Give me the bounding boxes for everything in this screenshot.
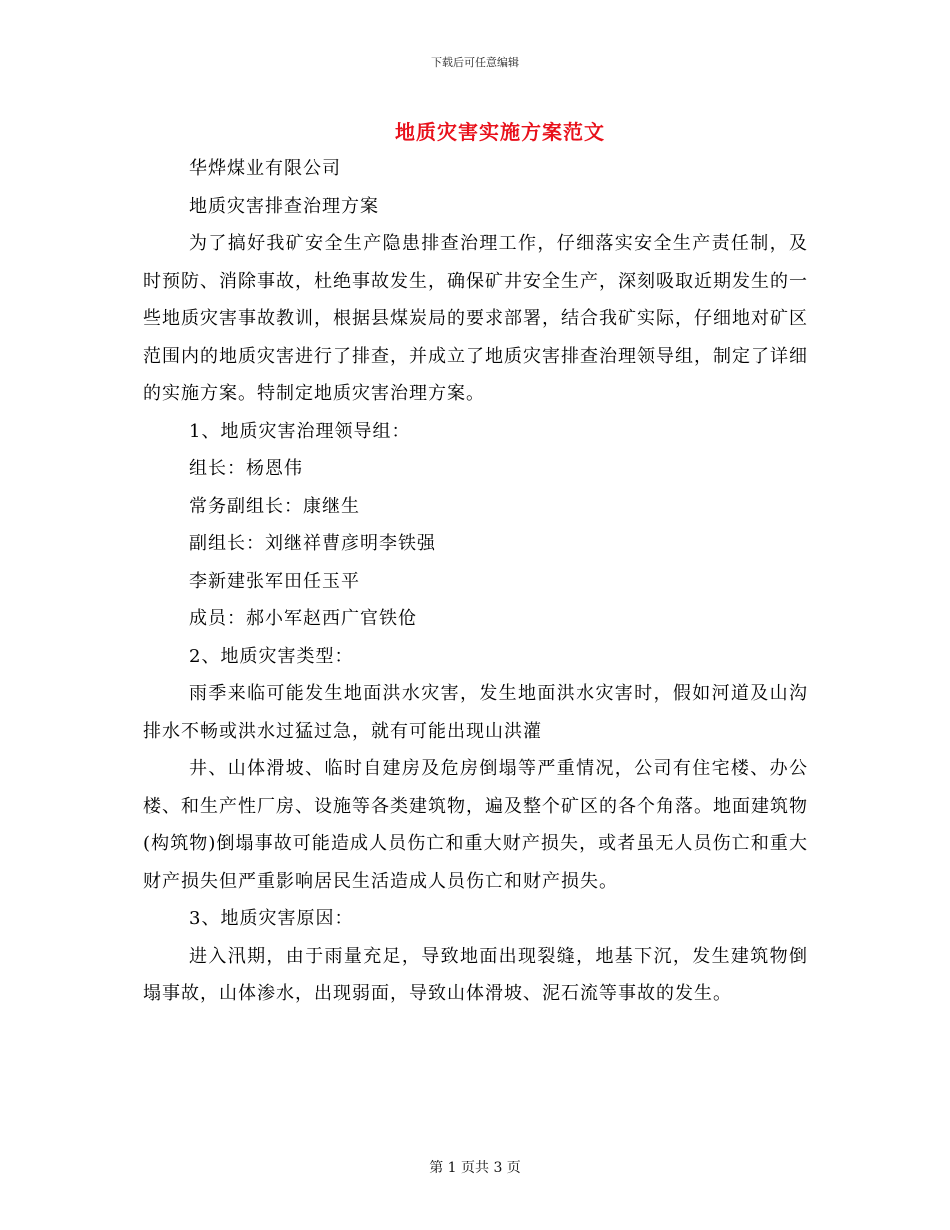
executive-deputy-line: 常务副组长：康继生 bbox=[189, 495, 360, 517]
header-note: 下载后可任意编辑 bbox=[431, 56, 519, 69]
section-heading-1: 1、地质灾害治理领导组： bbox=[189, 420, 411, 442]
company-name: 华烨煤业有限公司 bbox=[189, 158, 341, 179]
deputy-line: 副组长：刘继祥曹彦明李铁强 bbox=[189, 533, 436, 554]
members-line: 成员：郝小军赵西广官铁伧 bbox=[189, 608, 417, 629]
leader-line: 组长：杨恩伟 bbox=[189, 458, 303, 479]
page-number: 第 1 页共 3 页 bbox=[429, 1160, 521, 1176]
paragraph-disaster-type: 雨季来临可能发生地面洪水灾害，发生地面洪水灾害时，假如河道及山沟排水不畅或洪水过猛过急，就有可能出现山洪灌 bbox=[143, 683, 808, 742]
document-title: 地质灾害实施方案范文 bbox=[395, 120, 605, 144]
paragraph-intro: 为了搞好我矿安全生产隐患排查治理工作，仔细落实安全生产责任制，及时预防、消除事故，杜绝事故发生，确保矿井安全生产，深刻吸取近期发生的一些地质灾害事故教训，根据县煤炭局的要求部署，结合我矿实际，仔细地对矿区范围内的地质灾害进行了排查，并成立了地质灾害排查治理领导组，制定了详细的实施方案。特制定地质灾害治理方案。 bbox=[143, 233, 808, 404]
plan-name: 地质灾害排查治理方案 bbox=[189, 195, 379, 217]
section-heading-3: 3、地质灾害原因： bbox=[189, 908, 354, 929]
paragraph-disaster-impact: 井、山体滑坡、临时自建房及危房倒塌等严重情况，公司有住宅楼、办公楼、和生产性厂房、设施等各类建筑物，遍及整个矿区的各个角落。地面建筑物(构筑物)倒塌事故可能造成人员伤亡和重大财产损失，或者虽无人员伤亡和重大财产损失但严重影响居民生活造成人员伤亡和财产损失。 bbox=[143, 758, 808, 892]
section-heading-2: 2、地质灾害类型： bbox=[189, 645, 354, 667]
deputy-line-continued: 李新建张军田任玉平 bbox=[189, 570, 360, 592]
paragraph-disaster-cause: 进入汛期，由于雨量充足，导致地面出现裂缝，地基下沉，发生建筑物倒塌事故，山体渗水，出现弱面，导致山体滑坡、泥石流等事故的发生。 bbox=[143, 945, 808, 1004]
document-body bbox=[143, 150, 808, 1013]
